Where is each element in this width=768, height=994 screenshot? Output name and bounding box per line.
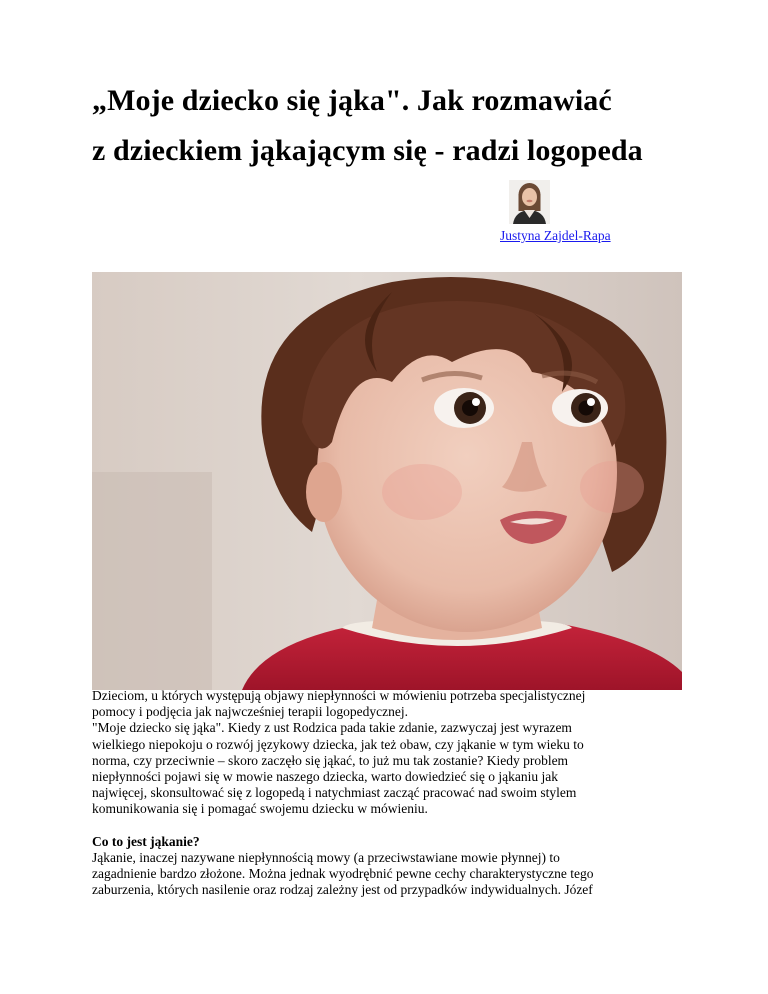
section-heading: Co to jest jąkanie? [92,833,200,849]
hero-image [92,272,682,690]
article-body [92,688,692,898]
paragraph-line-5: najwięcej, skonsultować się z logopedą i natychmiast zacząć pracować nad swoim stylem [92,785,577,801]
paragraph-line-1: "Moje dziecko się jąka". Kiedy z ust Rodzica pada takie zdanie, zazwyczaj jest wyrazem [92,720,572,736]
article-title [92,76,712,176]
paragraph-line-3: norma, czy przeciwnie – skoro zaczęło się jąkać, to już mu tak zostanie? Kiedy problem [92,752,569,768]
author-portrait-icon [509,180,550,224]
paragraph-line-6: komunikowania się i pomagać swojemu dziecku w mówieniu. [92,801,428,817]
paragraph-gap [92,818,692,834]
paragraph-line-2: wielkiego niepokoju o rozwój językowy dziecka, jak też obaw, czy jąkanie w tym wieku to [92,736,584,752]
section-line-3: zaburzenia, których nasilenie oraz rodzaj zależny jest od przypadków indywidualnych. Józef [92,882,593,898]
article-title-line-1: „Moje dziecko się jąka". Jak rozmawiać [92,84,612,117]
section-line-2: zagadnienie bardzo złożone. Można jednak wyodrębnić pewne cechy charakterystyczne tego [92,866,594,882]
section-line-1: Jąkanie, inaczej nazywane niepłynnością mowy (a przeciwstawiane mowie płynnej) to [92,849,560,865]
author-photo [509,180,550,224]
article-title-line-2: z dzieckiem jąkającym się - radzi logopeda [92,134,643,167]
child-portrait-photo-icon [92,272,682,690]
author-link[interactable]: Justyna Zajdel-Rapa [500,228,611,243]
intro-line-2: pomocy i podjęcia jak najwcześniej terapii logopedycznej. [92,704,409,720]
paragraph-line-4: niepłynności pojawi się w mowie naszego dziecka, warto dowiedzieć się o jąkaniu jak [92,769,558,785]
intro-line-1: Dzieciom, u których występują objawy niepłynności w mówieniu potrzeba specjalistycznej [92,688,586,703]
